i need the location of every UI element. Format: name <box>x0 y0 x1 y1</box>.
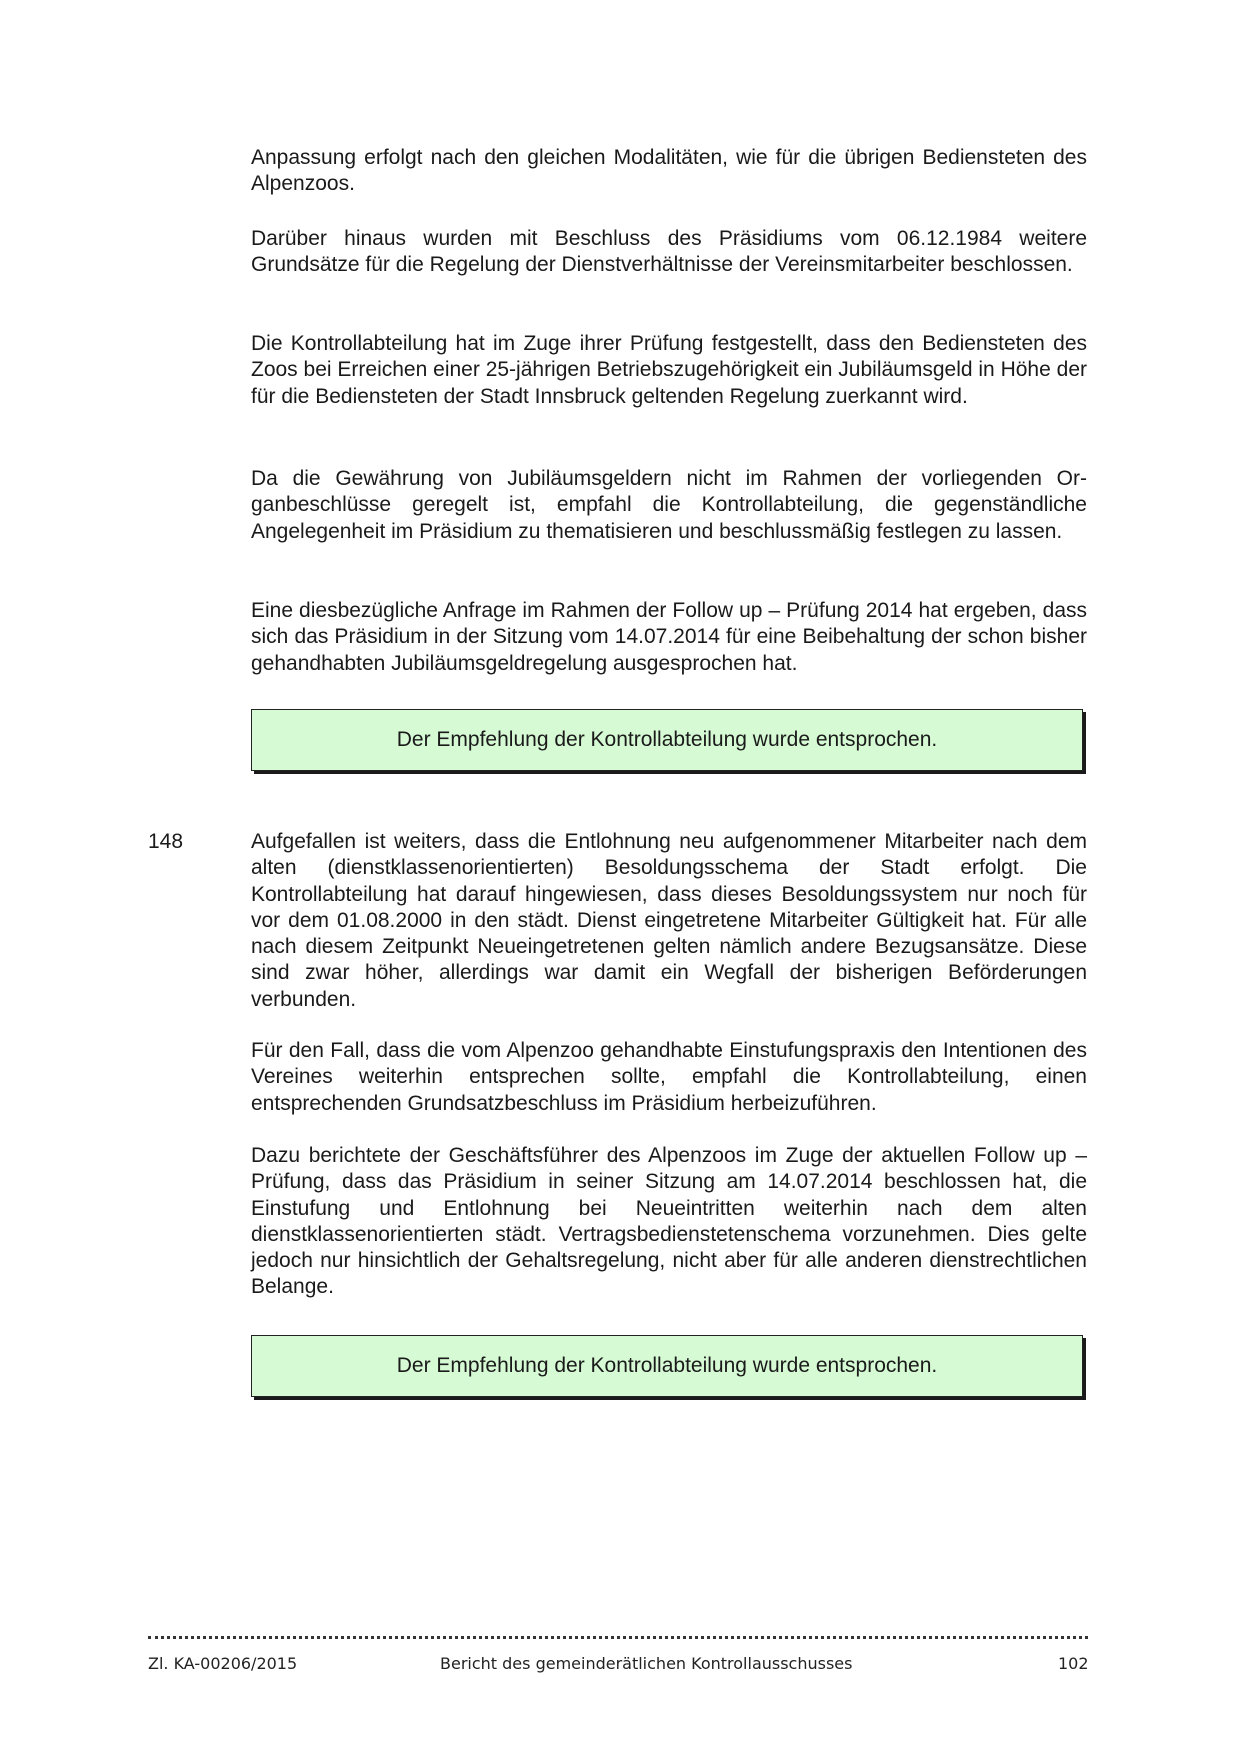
footer-title: Bericht des gemeinderätlichen Kontrollausschusses <box>440 1654 853 1673</box>
callout-box-2 <box>251 1335 1083 1397</box>
paragraph-4: Da die Gewährung von Jubiläumsgeldern nicht im Rahmen der vorliegenden Organbeschlüsse geregelt ist, empfahl die Kontrollabteilung, die gegenständliche Angelegenheit im Präsidium zu thematisieren und beschlussmäßig festlegen zu lassen. <box>251 467 1087 543</box>
paragraph-2: Darüber hinaus wurden mit Beschluss des Präsidiums vom 06.12.1984 weitere Grundsätze für die Regelung der Dienstverhältnisse der Vereinsmitarbeiter beschlossen. <box>251 227 1087 277</box>
footer-page-number: 102 <box>1058 1654 1089 1673</box>
paragraph-1: Anpassung erfolgt nach den gleichen Modalitäten, wie für die übrigen Bediensteten des Alpenzoos. <box>251 146 1087 196</box>
footer-divider <box>148 1636 1088 1639</box>
callout-box-1 <box>251 709 1083 771</box>
paragraph-7: Für den Fall, dass die vom Alpenzoo gehandhabte Einstufungspraxis den Intentionen des Vereines weiterhin entsprechen sollte, empfahl die Kontrollabteilung, einen entsprechenden Grundsatzbeschluss im Präsidium herbeizuführen. <box>251 1039 1087 1115</box>
paragraph-6: Aufgefallen ist weiters, dass die Entlohnung neu aufgenommener Mitarbeiter nach dem alten (dienstklassenorientierten) Besoldungsschema der Stadt erfolgt. Die Kontrollabteilung hat darauf hingewiesen, dass dieses Besoldungssystem nur noch für vor dem 01.08.2000 in den städt. Dienst eingetretene Mitarbeiter Gültigkeit hat. Für alle nach diesem Zeitpunkt Neueingetretenen gelten nämlich andere Bezugsansätze. Diese sind zwar höher, allerdings war damit ein Wegfall der bisherigen Beförderungen verbunden. <box>251 830 1087 1011</box>
paragraph-5: Eine diesbezügliche Anfrage im Rahmen der Follow up – Prüfung 2014 hat ergeben, dass sich das Präsidium in der Sitzung vom 14.07.2014 für eine Beibehaltung der schon bisher gehandhabten Jubiläumsgeldregelung ausgesprochen hat. <box>251 599 1087 675</box>
callout-text-2: Der Empfehlung der Kontrollabteilung wurde entsprochen. <box>396 1354 938 1377</box>
paragraph-8: Dazu berichtete der Geschäftsführer des Alpenzoos im Zuge der aktuellen Follow up – Prüfung, dass das Präsidium in seiner Sitzung am 14.07.2014 beschlossen hat, die Einstufung und Entlohnung bei Neueintritten weiterhin nach dem alten dienstklassenorientierten städt. Vertragsbedienstetenschema vorzunehmen. Dies gelte jedoch nur hinsichtlich der Gehaltsregelung, nicht aber für alle anderen dienstrechtlichen Belange. <box>251 1144 1087 1299</box>
callout-text-1: Der Empfehlung der Kontrollabteilung wurde entsprochen. <box>396 728 938 751</box>
paragraph-3: Die Kontrollabteilung hat im Zuge ihrer Prüfung festgestellt, dass den Bediensteten des Zoos bei Erreichen einer 25-jährigen Betriebszugehörigkeit ein Jubiläumsgeld in Höhe der für die Bediensteten der Stadt Innsbruck geltenden Regelung zuerkannt wird. <box>251 332 1087 408</box>
footer-reference: Zl. KA-00206/2015 <box>148 1654 298 1673</box>
section-number: 148 <box>148 830 184 853</box>
